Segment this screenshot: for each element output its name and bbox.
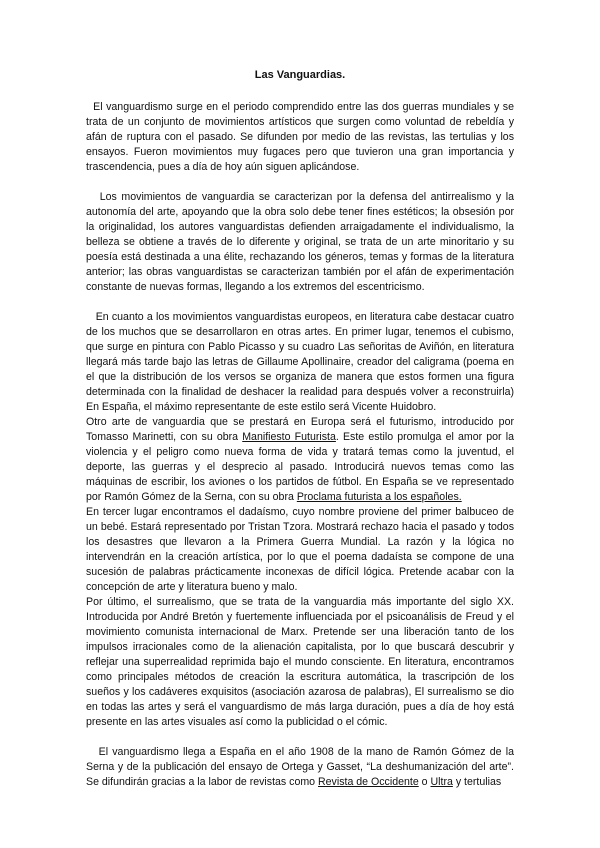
paragraph-cubism-text: En cuanto a los movimientos vanguardistas europeos, en literatura cabe destacar cuatro de los muchos que se desarrollaron en otras artes. En primer lugar, tenemos el cubismo, que surge en pintura con Pablo Picasso y su cuadro Las señoritas de Aviñón, en literatura llegará más tarde bajo las letras de Gillaume Apollinaire, creador del caligrama (poema en el que la distribución de los versos se organiza de manera que estos formen una figura determinada con la finalidad de deshacer la realidad para después volver a reconstruirla) En España, el máximo representante de este estilo será Vicente Huidobro.: [86, 311, 514, 413]
paragraph-futurism: [86, 415, 514, 505]
document-title: Las Vanguardias.: [254, 69, 346, 81]
revista-de-occidente-title: Revista de Occidente: [318, 776, 419, 788]
paragraph-futurism-text-2: . Este estilo promulga el amor por la violencia y el peligro como nueva forma de vida y tratará temas como la juventud, el deporte, las guerras y el desprecio al pasado. Introducirá nuevos temas como las máquinas de escribir, los aviones o los partidos de fútbol. En España se ve representado por Ramón Gómez de la Serna, con su obra: [86, 431, 514, 503]
paragraph-spain-text-3: y tertulias: [452, 776, 502, 788]
paragraph-characteristics: [86, 190, 514, 295]
paragraph-characteristics-text: Los movimientos de vanguardia se caracterizan por la defensa del antirrealismo y la autonomía del arte, apoyando que la obra solo debe tener fines estéticos; la obsesión por la originalidad, los autores vanguardistas defienden arraigadamente el individualismo, la belleza se obtiene a través de lo diferente y original, se trata de un arte minoritario y su poesía está destinada a una élite, rechazando los géneros, temas y formas de la literatura anterior; las obras vanguardistas se caracterizan también por el afán de experimentación constante de nuevas formas, llegando a los extremos del escentricismo.: [86, 191, 514, 293]
proclama-futurista-title: Proclama futurista a los españoles.: [296, 491, 462, 503]
paragraph-surrealism-text: Por último, el surrealismo, que se trata de la vanguardia más importante del siglo XX. Introducida por André Bretón y fuertemente influenciada por el psicoanálisis de Freud y el movimiento comunista internacional de Marx. Pretende ser una liberación tanto de los impulsos irracionales como de la alienación capitalista, por lo que buscará descubrir y reflejar una superrealidad reprimida bajo el mundo consciente. En literatura, encontramos como principales métodos de creación la escritura automática, la trascripción de los sueños y los cadáveres exquisitos (asociación azarosa de palabras), El surrealismo se dio en todas las artes y será el vanguardismo de más larga duración, pues a día de hoy está presente en las artes visuales así como la publicidad o el cómic.: [86, 596, 514, 728]
document-body: [86, 68, 514, 790]
paragraph-futurism-text: Otro arte de vanguardia que se prestará en Europa será el futurismo, introducido por Tomasso Marinetti, con su obra: [86, 416, 514, 443]
paragraph-spain-text: El vanguardismo llega a España en el año 1908 de la mano de Ramón Gómez de la Serna y de la publicación del ensayo de Ortega y Gasset, “La deshumanización del arte”. Se difundirán gracias a la labor de revistas como: [86, 746, 514, 788]
paragraph-surrealism: [86, 595, 514, 730]
manifiesto-futurista-title: Manifiesto Futurista: [242, 431, 336, 443]
paragraph-dadaism: [86, 505, 514, 595]
paragraph-intro: [86, 100, 514, 175]
paragraph-spain: [86, 745, 514, 790]
ultra-title: Ultra: [430, 776, 453, 788]
paragraph-intro-text: El vanguardismo surge en el periodo comprendido entre las dos guerras mundiales y se trata de un conjunto de movimientos artísticos que surgen como voluntad de rebeldía y afán de ruptura con el pasado. Se difunden por medio de las revistas, las tertulias y los ensayos. Fueron movimientos muy fugaces pero que tuvieron una gran importancia y trascendencia, pues a día de hoy aún siguen aplicándose.: [86, 101, 514, 173]
paragraph-dadaism-text: En tercer lugar encontramos el dadaísmo, cuyo nombre proviene del primer balbuceo de un bebé. Estará representado por Tristan Tzora. Mostrará rechazo hacia el pasado y todos los desastres que llevaron a la Primera Guerra Mundial. La razón y la lógica no intervendrán en la creación artística, por lo que el poema dadaísta se compone de una sucesión de palabras prácticamente inconexas de difícil lógica. Pretende acabar con la concepción de arte y literatura bueno y malo.: [86, 506, 514, 593]
paragraph-cubism: [86, 310, 514, 415]
paragraph-spain-text-2: o: [418, 776, 431, 788]
